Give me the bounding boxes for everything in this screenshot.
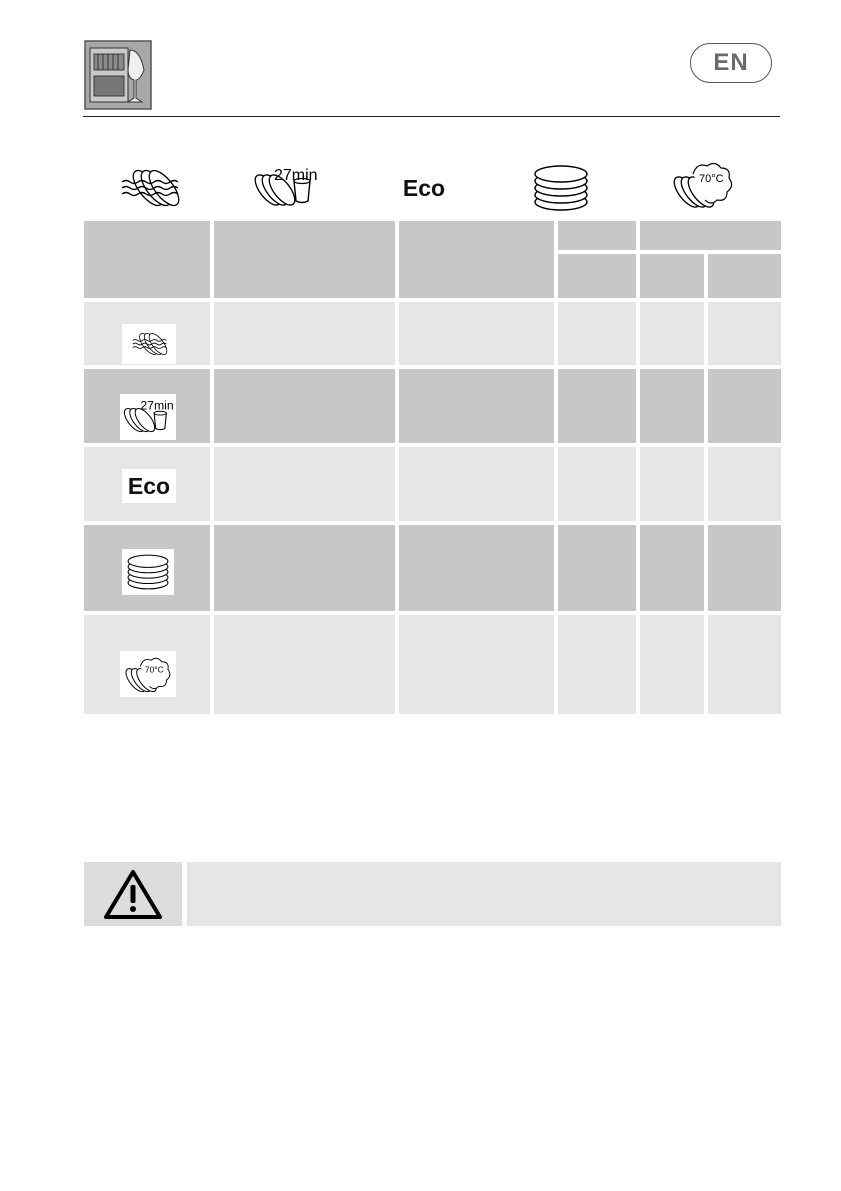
hot-70c-plates-steam-icon — [120, 651, 176, 697]
program-table — [84, 221, 781, 714]
language-badge: EN — [690, 43, 772, 83]
table-row-icon-cell — [84, 525, 210, 611]
table-cell — [708, 615, 781, 714]
table-cell — [558, 447, 636, 521]
warning-triangle-icon — [101, 867, 165, 921]
table-cell — [708, 447, 781, 521]
quick-program-time-label: 27min — [140, 398, 174, 413]
table-cell — [399, 525, 554, 611]
quick-27min-plates-glass-icon — [244, 158, 334, 218]
table-cell — [214, 525, 395, 611]
table-cell — [214, 369, 395, 443]
table-header-cell — [640, 221, 781, 250]
quick-27min-plates-glass-icon — [120, 394, 176, 440]
dishwasher-glass-logo-icon — [84, 40, 152, 110]
stacked-plates-icon — [516, 158, 606, 218]
table-subheader-cell — [708, 254, 781, 298]
warning-icon-cell — [84, 862, 182, 926]
table-cell — [640, 369, 704, 443]
table-cell — [708, 302, 781, 365]
warning-box — [84, 862, 781, 926]
table-cell — [214, 615, 395, 714]
table-cell — [558, 302, 636, 365]
eco-label: Eco — [127, 472, 171, 499]
table-subheader-cell — [640, 254, 704, 298]
program-icon-row — [84, 158, 780, 218]
header-divider — [83, 116, 780, 117]
table-header-cell — [399, 221, 554, 298]
table-cell — [214, 447, 395, 521]
stacked-plates-icon — [122, 549, 174, 595]
table-header-cell — [558, 221, 636, 250]
quick-program-time-label: 27min — [274, 167, 318, 184]
table-cell — [558, 369, 636, 443]
table-cell — [558, 525, 636, 611]
eco-text-icon — [379, 158, 469, 218]
table-header-cell — [214, 221, 395, 298]
soak-plates-waves-icon — [122, 324, 176, 364]
table-row-icon-cell — [84, 369, 210, 443]
hot-program-temp-label: 70°C — [699, 173, 724, 185]
table-cell — [640, 525, 704, 611]
table-cell — [558, 615, 636, 714]
table-cell — [399, 302, 554, 365]
table-row-icon-cell — [84, 302, 210, 365]
table-cell — [399, 369, 554, 443]
table-cell — [640, 302, 704, 365]
hot-70c-plates-steam-icon — [659, 158, 749, 218]
table-cell — [640, 615, 704, 714]
table-row-icon-cell — [84, 447, 210, 521]
hot-program-temp-label: 70°C — [144, 664, 164, 675]
table-cell — [708, 525, 781, 611]
eco-label: Eco — [402, 174, 446, 201]
table-cell — [399, 615, 554, 714]
table-cell — [399, 447, 554, 521]
soak-plates-waves-icon — [104, 158, 194, 218]
eco-text-icon — [122, 469, 176, 503]
warning-text — [187, 862, 781, 926]
table-cell — [214, 302, 395, 365]
table-cell — [640, 447, 704, 521]
table-row-icon-cell — [84, 615, 210, 714]
table-subheader-cell — [558, 254, 636, 298]
table-header-cell — [84, 221, 210, 298]
table-cell — [708, 369, 781, 443]
